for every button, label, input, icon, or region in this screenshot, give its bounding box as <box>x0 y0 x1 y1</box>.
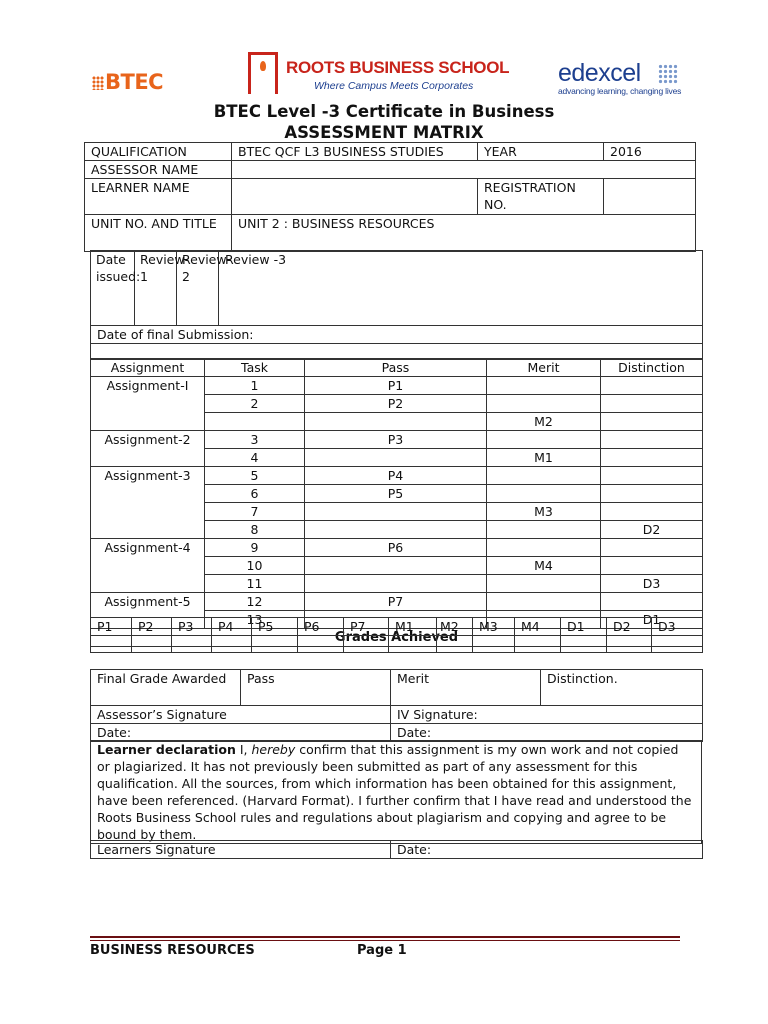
task-cell: 6 <box>205 485 305 503</box>
distinction-cell <box>601 467 703 485</box>
merit-cell <box>487 485 601 503</box>
learner-signature-table <box>90 840 703 859</box>
grades-achieved-heading: Grades Achieved <box>91 629 703 647</box>
declaration-table <box>90 740 702 844</box>
declaration-heading: Learner declaration <box>97 742 236 757</box>
grade-entry-cell[interactable] <box>389 636 437 653</box>
pass-cell: P5 <box>305 485 487 503</box>
assignment-4-label: Assignment-4 <box>91 539 205 593</box>
final-submission-label: Date of final Submission: <box>91 326 703 344</box>
merit-cell <box>487 431 601 449</box>
pass-cell <box>305 575 487 593</box>
logo-row <box>0 52 768 102</box>
grade-entry-cell[interactable] <box>344 636 389 653</box>
registration-label: REGISTRATION NO. <box>478 179 604 215</box>
grade-d1: D1 <box>561 618 607 636</box>
grade-p6: P6 <box>298 618 344 636</box>
assignment-2-label: Assignment-2 <box>91 431 205 467</box>
edexcel-logo-tagline: advancing learning, changing lives <box>558 86 682 96</box>
final-grade-table <box>90 669 703 742</box>
final-merit-label: Merit <box>391 670 541 706</box>
final-pass-label: Pass <box>241 670 391 706</box>
task-cell: 9 <box>205 539 305 557</box>
task-cell: 4 <box>205 449 305 467</box>
date-issued-label: Date issued: <box>91 251 135 326</box>
distinction-cell <box>601 449 703 467</box>
distinction-cell <box>601 377 703 395</box>
roots-logo-tagline: Where Campus Meets Corporates <box>314 80 474 92</box>
grade-entry-cell[interactable] <box>515 636 561 653</box>
unit-label: UNIT NO. AND TITLE <box>85 215 232 252</box>
assignment-5-label: Assignment-5 <box>91 593 205 629</box>
info-table <box>84 142 696 252</box>
distinction-cell <box>601 485 703 503</box>
grade-p5: P5 <box>252 618 298 636</box>
distinction-cell <box>601 413 703 431</box>
grade-entry-cell[interactable] <box>132 636 172 653</box>
roots-logo-name: ROOTS BUSINESS SCHOOL <box>286 58 510 77</box>
distinction-cell <box>601 431 703 449</box>
edexcel-logo <box>558 60 688 96</box>
grade-d3: D3 <box>652 618 703 636</box>
header-assignment: Assignment <box>91 359 205 377</box>
distinction-cell <box>601 539 703 557</box>
merit-cell <box>487 539 601 557</box>
grades-table <box>90 617 703 653</box>
edexcel-logo-name: edexcel <box>558 59 641 87</box>
edexcel-grid-icon <box>658 64 678 84</box>
review3-label: Review -3 <box>219 251 703 326</box>
pass-cell: P6 <box>305 539 487 557</box>
pass-cell <box>305 503 487 521</box>
header-distinction: Distinction <box>601 359 703 377</box>
pass-cell <box>305 413 487 431</box>
task-cell: 7 <box>205 503 305 521</box>
btec-logo <box>92 70 163 94</box>
grade-m2: M2 <box>437 618 473 636</box>
merit-cell <box>487 377 601 395</box>
merit-cell: M4 <box>487 557 601 575</box>
assignment-3-label: Assignment-3 <box>91 467 205 539</box>
merit-cell: M3 <box>487 503 601 521</box>
review2-label: Review-2 <box>177 251 219 326</box>
registration-field[interactable] <box>604 179 696 215</box>
review1-label: Review-1 <box>135 251 177 326</box>
task-cell: 13 <box>205 611 305 629</box>
learners-signature-date: Date: <box>391 841 703 859</box>
pass-cell: P2 <box>305 395 487 413</box>
learner-name-field[interactable] <box>232 179 478 215</box>
distinction-cell <box>601 593 703 611</box>
iv-signature-label: IV Signature: <box>391 706 703 724</box>
task-cell <box>205 413 305 431</box>
btec-logo-text: BTEC <box>105 70 164 94</box>
grade-entry-cell[interactable] <box>652 636 703 653</box>
grade-p3: P3 <box>172 618 212 636</box>
grade-m3: M3 <box>473 618 515 636</box>
distinction-cell: D1 <box>601 611 703 629</box>
distinction-cell <box>601 557 703 575</box>
qualification-value: BTEC QCF L3 BUSINESS STUDIES <box>232 143 478 161</box>
grade-p1: P1 <box>91 618 132 636</box>
declaration-hereby: hereby <box>251 742 296 757</box>
btec-dots-icon <box>92 76 104 90</box>
task-cell: 8 <box>205 521 305 539</box>
learners-signature-label: Learners Signature <box>91 841 391 859</box>
footer-unit-title: BUSINESS RESOURCES <box>90 943 255 958</box>
pass-cell <box>305 557 487 575</box>
task-cell: 12 <box>205 593 305 611</box>
merit-cell <box>487 521 601 539</box>
pass-cell: P4 <box>305 467 487 485</box>
document-subtitle: ASSESSMENT MATRIX <box>284 123 484 142</box>
header-merit: Merit <box>487 359 601 377</box>
iv-date-label: Date: <box>391 724 703 742</box>
grade-p2: P2 <box>132 618 172 636</box>
assessor-date-label: Date: <box>91 724 391 742</box>
assessor-signature-label: Assessor’s Signature <box>91 706 391 724</box>
declaration-body: confirm that this assignment is my own work and not copied or plagiarized. It has not previously been submitted as part of any assessment for this qualification. All the sources, from which information has been obtained for this assignment, have been referenced. (Harvard Format). I further confirm that I have read and understood the Roots Business School rules and regulations about plagiarism and copying and agree to be bound by them. <box>97 742 692 842</box>
grade-d2: D2 <box>607 618 652 636</box>
qualification-label: QUALIFICATION <box>85 143 232 161</box>
unit-value: UNIT 2 : BUSINESS RESOURCES <box>232 215 696 252</box>
task-cell: 5 <box>205 467 305 485</box>
merit-cell <box>487 575 601 593</box>
declaration-i: I, <box>235 742 252 757</box>
assignment-1-label: Assignment-I <box>91 377 205 431</box>
pass-cell <box>305 521 487 539</box>
grade-m4: M4 <box>515 618 561 636</box>
task-cell: 2 <box>205 395 305 413</box>
footer-page-number: Page 1 <box>357 943 407 958</box>
grade-entry-cell[interactable] <box>473 636 515 653</box>
learner-name-label: LEARNER NAME <box>85 179 232 215</box>
year-value: 2016 <box>604 143 696 161</box>
grade-entry-cell[interactable] <box>252 636 298 653</box>
assessor-name-field[interactable] <box>232 161 696 179</box>
grade-entry-cell[interactable] <box>172 636 212 653</box>
roots-arch-icon <box>248 52 278 94</box>
merit-cell <box>487 593 601 611</box>
grade-entry-cell[interactable] <box>437 636 473 653</box>
pass-cell: P1 <box>305 377 487 395</box>
header-pass: Pass <box>305 359 487 377</box>
distinction-cell <box>601 503 703 521</box>
grade-p4: P4 <box>212 618 252 636</box>
merit-cell: M2 <box>487 413 601 431</box>
pass-cell: P7 <box>305 593 487 611</box>
merit-cell <box>487 395 601 413</box>
distinction-cell <box>601 395 703 413</box>
task-cell: 3 <box>205 431 305 449</box>
assessment-matrix <box>90 358 703 647</box>
review-table <box>90 250 703 360</box>
grade-p7: P7 <box>344 618 389 636</box>
distinction-cell: D3 <box>601 575 703 593</box>
merit-cell <box>487 467 601 485</box>
year-label: YEAR <box>478 143 604 161</box>
grade-m1: M1 <box>389 618 437 636</box>
header-task: Task <box>205 359 305 377</box>
final-distinction-label: Distinction. <box>541 670 703 706</box>
final-grade-label: Final Grade Awarded <box>91 670 241 706</box>
merit-cell: M1 <box>487 449 601 467</box>
task-cell: 1 <box>205 377 305 395</box>
grade-entry-cell[interactable] <box>91 636 132 653</box>
assessor-name-label: ASSESSOR NAME <box>85 161 232 179</box>
distinction-cell: D2 <box>601 521 703 539</box>
grade-entry-cell[interactable] <box>561 636 607 653</box>
task-cell: 10 <box>205 557 305 575</box>
grade-entry-cell[interactable] <box>212 636 252 653</box>
footer-rule <box>90 936 680 941</box>
grade-entry-cell[interactable] <box>607 636 652 653</box>
document-title: BTEC Level -3 Certificate in Business <box>213 102 555 121</box>
learner-declaration <box>91 741 702 844</box>
task-cell: 11 <box>205 575 305 593</box>
pass-cell: P3 <box>305 431 487 449</box>
grade-entry-cell[interactable] <box>298 636 344 653</box>
pass-cell <box>305 449 487 467</box>
